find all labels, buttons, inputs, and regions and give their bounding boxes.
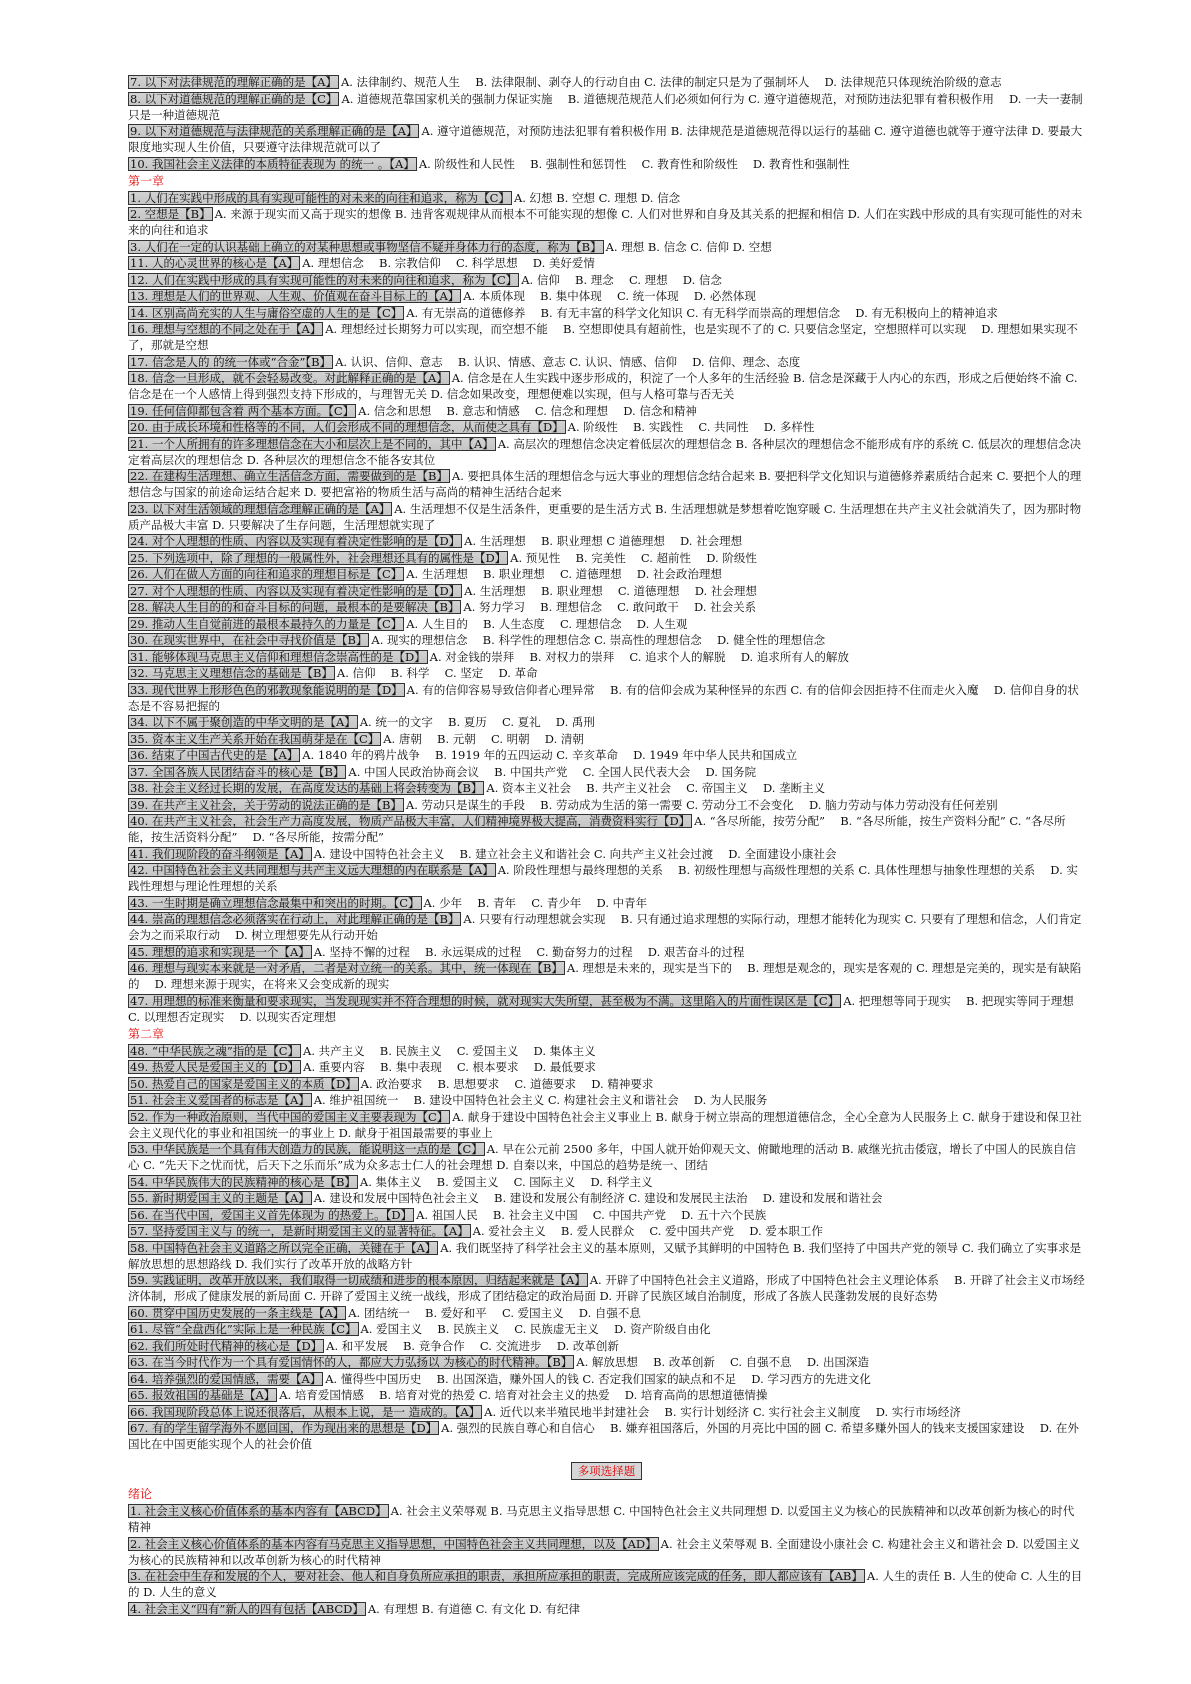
question-item (128, 1354, 1085, 1370)
question-item (128, 370, 1085, 402)
question-options: A. 重要内容 B. 集中表现 C. 根本要求 D. 最低要求 (303, 1060, 596, 1074)
chapter-heading: 绪论 (128, 1487, 153, 1501)
question-stem: 62. 我们所处时代精神的核心是【D】 (130, 1338, 323, 1353)
question-item (128, 255, 1085, 271)
question-options: A. 生活理想不仅是生活条件，更重要的是生活方式 B. 生活理想就是梦想着吃饱穿暖 C. 生活理想在共产主义社会就消失了，因为那时物质产品极大丰富 D. 只要解决了生存问题，生活理想就实现了 (128, 501, 1082, 532)
question-options: A. 信念和思想 B. 意志和情感 C. 信念和理想 D. 信念和精神 (358, 403, 697, 418)
question-options: A. 培育爱国情感 B. 培育对党的热爱 C. 培育对社会主义的热爱 D. 培育高尚的思想道德情操 (279, 1388, 768, 1402)
question-item (128, 239, 1085, 255)
question-stem: 66. 我国现阶段总体上说还很落后，从根本上说，是一 造成的。【A】 (130, 1404, 481, 1419)
question-stem: 49. 热爱人民是爱国主义的【D】 (130, 1060, 300, 1074)
question-options: A. 政治要求 B. 思想要求 C. 道德要求 D. 精神要求 (360, 1076, 654, 1091)
question-item (128, 566, 1085, 582)
document-body (128, 74, 1089, 1617)
question-item (128, 156, 1085, 172)
section-title-wrapper (128, 1460, 1085, 1480)
question-options: A. 解放思想 B. 改革创新 C. 自强不息 D. 出国深造 (576, 1355, 869, 1369)
question-stem: 45. 理想的追求和实现是一个【A】 (130, 944, 310, 959)
question-item (128, 1043, 1085, 1059)
question-stem: 39. 在共产主义社会，关于劳动的说法正确的是【B】 (130, 797, 402, 812)
question-item (128, 1223, 1085, 1239)
question-options: A. 对金钱的崇拜 B. 对权力的崇拜 C. 追求个人的解脱 D. 追求所有人的解放 (429, 649, 849, 664)
question-stem: 36. 结束了中国古代史的是【A】 (130, 748, 299, 762)
question-options: A. 现实的理想信念 B. 科学性的理想信念 C. 崇高性的理想信念 D. 健全性的理想信念 (371, 633, 826, 647)
question-stem: 48. “中华民族之魂”指的是【C】 (130, 1043, 300, 1058)
question-options: A. 法律制约、规范人生 B. 法律限制、剥夺人的行动自由 C. 法律的制定只是为了强制坏人 D. 法律规范只体现统治阶级的意志 (340, 75, 1002, 89)
question-options: A. 人生的责任 B. 人生的使命 C. 人生的目的 D. 人生的意义 (128, 1569, 1083, 1599)
question-item (128, 747, 1085, 763)
question-options: A. 信念是在人生实践中逐步形成的，积淀了一个人多年的生活经验 B. 信念是深藏于人内心的东西，形成之后便始终不渝 C. 信念是在一个人感情上得到强烈支持下形成的，与理智无关 D. 信念如果改变，理想便难以实现，但与人格可靠与否无关 (128, 371, 1078, 401)
question-stem: 37. 全国各族人民团结奋斗的核心是【B】 (130, 764, 345, 779)
question-options: A. 建设中国特色社会主义 B. 建立社会主义和谐社会 C. 向共产主义社会过渡 D. 全面建设小康社会 (313, 846, 837, 861)
question-item (128, 911, 1085, 943)
question-item (128, 1387, 1085, 1403)
question-stem: 50. 热爱自己的国家是爱国主义的本质【D】 (130, 1076, 357, 1091)
question-stem: 2. 社会主义核心价值体系的基本内容有马克思主义指导思想，中国特色社会主义共同理想，以及【AD】 (130, 1536, 657, 1551)
question-stem: 11. 人的心灵世界的核心是【A】 (130, 256, 299, 270)
question-stem: 67. 有的学生留学海外不愿回国，作为现出来的思想是【D】 (130, 1421, 438, 1435)
question-stem: 55. 新时期爱国主义的主题是【A】 (130, 1191, 310, 1205)
question-item (128, 533, 1085, 549)
question-item (128, 1240, 1085, 1272)
question-item (128, 74, 1085, 90)
question-item (128, 1272, 1085, 1304)
question-item (128, 321, 1085, 353)
question-item (128, 1109, 1085, 1141)
question-options: A. 信仰 B. 理念 C. 理想 D. 信念 (521, 272, 722, 287)
question-stem: 24. 对个人理想的性质、内容以及实现有着决定性影响的是【D】 (130, 534, 461, 548)
question-stem: 1. 人们在实践中形成的具有实现可能性的对未来的向往和追求，称为【C】 (130, 190, 510, 205)
question-stem: 44. 崇高的理想信念必须落实在行动上，对此理解正确的是【B】 (130, 912, 460, 926)
question-item (128, 1059, 1085, 1075)
question-item (128, 1190, 1085, 1206)
question-stem: 21. 一个人所拥有的许多理想信念在大小和层次上是不同的，其中【A】 (130, 436, 494, 451)
question-stem: 53. 中华民族是一个具有伟大创造力的民族，能说明这一点的是【C】 (130, 1142, 483, 1156)
question-stem: 19. 任何信仰都包含着 两个基本方面。【C】 (130, 403, 355, 418)
question-options: A. 把理想等同于现实 B. 把现实等同于理想 C. 以理想否定现实 D. 以现实否定理想 (128, 993, 1089, 1024)
question-options: A. 坚持不懈的过程 B. 永远渠成的过程 C. 勤奋努力的过程 D. 艰苦奋斗的过程 (313, 944, 745, 959)
question-stem: 14. 区别高尚充实的人生与庸俗空虚的人生的是【C】 (130, 305, 403, 320)
question-options: A. 认识、信仰、意志 B. 认识、情感、意志 C. 认识、情感、信仰 D. 信仰、理念、态度 (335, 354, 801, 369)
question-item (128, 354, 1085, 370)
question-options: A. 只要有行动理想就会实现 B. 只有通过追求理想的实际行动，理想才能转化为现实 C. 只要有了理想和信念，人们肯定会为之而采取行动 D. 树立理想要先从行动开始 (128, 912, 1082, 942)
question-stem: 20. 由于成长环境和性格等的不同，人们会形成不同的理想信念，从而使之具有【D】 (130, 420, 564, 434)
question-options: A. 社会主义荣辱观 B. 全面建设小康社会 C. 构建社会主义和谐社会 D. 以爱国主义为核心的民族精神和以改革创新为核心的时代精神 (128, 1536, 1080, 1567)
question-stem: 60. 贯穿中国历史发展的一条主线是【A】 (130, 1305, 345, 1320)
question-item (128, 895, 1085, 911)
question-stem: 27. 对个人理想的性质、内容以及实现有着决定性影响的是【D】 (130, 583, 461, 598)
question-stem: 9. 以下对道德规范与法律规范的关系理解正确的是【A】 (130, 124, 418, 138)
question-item (128, 862, 1085, 894)
question-item (128, 599, 1085, 615)
question-options: A. 强烈的民族自尊心和自信心 B. 嫌弃祖国落后，外国的月亮比中国的圆 C. 希望多赚外国人的钱来支援国家建设 D. 在外国比在中国更能实现个人的社会价值 (128, 1421, 1079, 1451)
question-stem: 17. 信念是人的 的统一体或“合金”【B】 (130, 354, 332, 369)
question-options: A. 近代以来半殖民地半封建社会 B. 实行计划经济 C. 实行社会主义制度 D. 实行市场经济 (484, 1404, 961, 1419)
question-item (128, 780, 1085, 796)
question-item (128, 1207, 1085, 1223)
question-stem: 43. 一生时期是确立理想信念最集中和突出的时期。【C】 (130, 895, 420, 910)
question-stem: 42. 中国特色社会主义共同理想与共产主义远大理想的内在联系是【A】 (130, 863, 494, 877)
question-item (128, 944, 1085, 960)
question-item (128, 993, 1089, 1025)
question-item (128, 1536, 1085, 1568)
question-stem: 58. 中国特色社会主义道路之所以完全正确，关键在于【A】 (130, 1240, 437, 1255)
question-stem: 8. 以下对道德规范的理解正确的是【C】 (130, 91, 338, 106)
question-stem: 26. 人们在做人方面的向往和追求的理想目标是【C】 (130, 567, 403, 581)
question-item (128, 91, 1085, 123)
question-options: A. 预见性 B. 完美性 C. 超前性 D. 阶级性 (510, 550, 757, 565)
question-stem: 46. 理想与现实本来就是一对矛盾，二者是对立统一的关系。其中，统一体现在【B】 (130, 961, 563, 975)
question-item (128, 1568, 1085, 1600)
question-options: A. 我们既坚持了科学社会主义的基本原则，又赋予其鲜明的中国特色 B. 我们坚持了中国共产党的领导 C. 我们确立了实事求是解放思想的思想路线 D. 我们实行了改革开放的战略方针 (128, 1240, 1082, 1271)
question-options: A. 来源于现实而又高于现实的想像 B. 违背客观规律从而根本不可能实现的想像 C. 人们对世界和自身及其关系的把握和相信 D. 人们在实践中形成的具有实现可能性的对未来的向往和追求 (128, 207, 1083, 237)
chapter-heading: 第二章 (128, 1026, 165, 1041)
question-stem: 41. 我们现阶段的奋斗纲领是【A】 (130, 846, 310, 861)
question-options: A. 有无崇高的道德修养 B. 有无丰富的科学文化知识 C. 有无科学而崇高的理想信念 D. 有无积极向上的精神追求 (406, 305, 998, 320)
question-stem: 34. 以下不属于聚创造的中华文明的是【A】 (130, 715, 356, 729)
question-options: A. 努力学习 B. 理想信念 C. 敢问敢干 D. 社会关系 (463, 600, 757, 614)
question-item (128, 1404, 1085, 1420)
question-item (128, 123, 1085, 155)
question-item (128, 1076, 1085, 1092)
question-options: A. 高层次的理想信念决定着低层次的理想信念 B. 各种层次的理想信念不能形成有序的系统 C. 低层次的理想信念决定着高层次的理想信念 D. 各种层次的理想信念不能各安其位 (128, 436, 1082, 467)
question-item (128, 682, 1085, 714)
question-options: A. 懂得些中国历史 B. 出国深造，赚外国人的钱 C. 否定我们国家的缺点和不足 D. 学习西方的先进文化 (325, 1371, 871, 1386)
question-stem: 23. 以下对生活领域的理想信念理解正确的是【A】 (130, 501, 391, 516)
question-stem: 56. 在当代中国，爱国主义首先体现为 的热爱上。【D】 (130, 1207, 413, 1222)
question-stem: 16. 理想与空想的不同之处在于【A】 (130, 322, 322, 336)
question-stem: 47. 用理想的标准来衡量和要求现实，当发现现实并不符合理想的时候，就对现实大失所望，甚至极为不满。这里陷入的片面性误区是【C】 (130, 993, 840, 1008)
question-options: A. 爱国主义 B. 民族主义 C. 民族虚无主义 D. 资产阶级自由化 (360, 1322, 711, 1336)
question-stem: 54. 中华民族伟大的民族精神的核心是【B】 (130, 1174, 356, 1189)
question-options: A. 阶段性理想与最终理想的关系 B. 初级性理想与高级性理想的关系 C. 具体性理想与抽象性理想的关系 D. 实践性理想与理论性理想的关系 (128, 863, 1078, 893)
question-options: A. 共产主义 B. 民族主义 C. 爱国主义 D. 集体主义 (303, 1043, 596, 1058)
question-stem: 40. 在共产主义社会，社会生产力高度发展，物质产品极大丰富，人们精神境界极大提高，消费资料实行【D】 (130, 814, 691, 828)
question-stem: 3. 人们在一定的认识基础上确立的对某种思想或事物坚信不疑并身体力行的态度，称为【B】 (130, 239, 602, 254)
question-stem: 28. 解决人生目的的和奋斗目标的问题，最根本的是要解决【B】 (130, 600, 460, 614)
question-options: A. “各尽所能，按劳分配” B. “各尽所能，按生产资料分配” C. “各尽所能，按生活资料分配” D. “各尽所能，按需分配” (128, 814, 1066, 844)
question-item (128, 1141, 1085, 1173)
question-item (128, 1174, 1085, 1190)
question-options: A. 理想 B. 信念 C. 信仰 D. 空想 (605, 239, 772, 254)
question-options: A. 唐朝 B. 元朝 C. 明朝 D. 清朝 (383, 731, 584, 746)
question-options: A. 生活理想 B. 职业理想 C. 道德理想 D. 社会政治理想 (406, 567, 722, 581)
question-item (128, 1092, 1085, 1108)
question-stem: 57. 坚持爱国主义与 的统一，是新时期爱国主义的显著特征。【A】 (130, 1224, 469, 1238)
question-options: A. 开辟了中国特色社会主义道路，形成了中国特色社会主义理论体系 B. 开辟了社会主义市场经济体制，形成了健康发展的新局面 C. 开辟了爱国主义统一战线，形成了团结稳定的政治局面 D. 开辟了民族区域自治制度，形成了各族人民蓬勃发展的良好态势 (128, 1273, 1085, 1303)
question-options: A. 统一的文字 B. 夏历 C. 夏礼 D. 禹刑 (359, 715, 595, 729)
question-options: A. 有理想 B. 有道德 C. 有文化 D. 有纪律 (367, 1601, 581, 1616)
question-item (128, 550, 1085, 566)
question-item (128, 288, 1085, 304)
question-item (128, 1305, 1085, 1321)
question-stem: 33. 现代世界上形形色色的邪教现象能说明的是【D】 (130, 682, 403, 697)
question-item (128, 583, 1085, 599)
question-item (128, 632, 1085, 648)
question-options: A. 有的信仰容易导致信仰者心理异常 B. 有的信仰会成为某种怪异的东西 C. 有的信仰会因拒持不住而走火入魔 D. 信仰自身的状态是不容易把握的 (128, 682, 1079, 713)
question-item (128, 190, 1085, 206)
question-options: A. 和平发展 B. 竞争合作 C. 交流进步 D. 改革创新 (326, 1338, 619, 1353)
question-stem: 32. 马克思主义理想信念的基础是【B】 (130, 666, 333, 680)
question-item (128, 846, 1085, 862)
question-item (128, 501, 1085, 533)
question-stem: 4. 社会主义“四有”新人的四有包括【ABCD】 (130, 1601, 364, 1616)
question-item (128, 272, 1085, 288)
question-item (128, 714, 1085, 730)
question-item (128, 616, 1085, 632)
question-options: A. 阶级性 B. 实践性 C. 共同性 D. 多样性 (567, 420, 815, 434)
question-stem: 7. 以下对法律规范的理解正确的是【A】 (130, 75, 337, 89)
question-item (128, 1601, 1085, 1617)
question-options: A. 生活理想 B. 职业理想 C. 道德理想 D. 社会理想 (464, 583, 757, 598)
question-item (128, 305, 1085, 321)
question-options: A. 人生目的 B. 人生态度 C. 理想信念 D. 人生观 (406, 616, 688, 631)
question-stem: 38. 社会主义经过长期的发展，在高度发达的基础上将会转变为【B】 (130, 781, 483, 795)
question-stem: 61. 尽管“全盘西化”实际上是一种民族【C】 (130, 1322, 357, 1336)
question-item (128, 764, 1085, 780)
question-stem: 1. 社会主义核心价值体系的基本内容有【ABCD】 (130, 1504, 387, 1518)
question-item (128, 1338, 1085, 1354)
question-item (128, 419, 1085, 435)
question-options: A. 本质体现 B. 集中体现 C. 统一体现 D. 必然体现 (463, 289, 756, 303)
question-options: A. 1840 年的鸦片战争 B. 1919 年的五四运动 C. 辛亥革命 D. 1949 年中华人民共和国成立 (302, 748, 798, 762)
question-stem: 2. 空想是【B】 (130, 207, 211, 221)
section-title: 多项选择题 (571, 1462, 643, 1480)
question-options: A. 道德规范靠国家机关的强制力保证实施 B. 道德规范规范人们必须如何行为 C. 遵守道德规范，对预防违法犯罪有着积极作用 D. 一夫一妻制只是一种道德规范 (128, 91, 1083, 122)
question-options: A. 社会主义荣辱观 B. 马克思主义指导思想 C. 中国特色社会主义共同理想 D. 以爱国主义为核心的民族精神和以改革创新为核心的时代精神 (128, 1504, 1075, 1534)
chapter-heading: 第一章 (128, 173, 165, 188)
question-stem: 13. 理想是人们的世界观、人生观、价值观在奋斗目标上的【A】 (130, 289, 460, 303)
question-options: A. 爱社会主义 B. 爱人民群众 C. 爱中国共产党 D. 爱本职工作 (472, 1224, 823, 1238)
question-stem: 31. 能够体现马克思主义信仰和理想信念崇高性的是【D】 (130, 649, 426, 664)
question-stem: 10. 我国社会主义法律的本质特征表现为 的统一 。【A】 (130, 156, 415, 171)
question-options: A. 幻想 B. 空想 C. 理想 D. 信念 (513, 190, 681, 205)
question-options: A. 要把具体生活的理想信念与远大事业的理想信念结合起来 B. 要把科学文化知识与道德修养素质结合起来 C. 要把个人的理想信念与国家的前途命运结合起来 D. 要把富裕的物质生活与高尚的精神生活结合起来 (128, 469, 1082, 499)
question-options: A. 建设和发展中国特色社会主义 B. 建设和发展公有制经济 C. 建设和发展民主法治 D. 建设和发展和谐社会 (313, 1191, 883, 1205)
question-item (128, 649, 1085, 665)
question-item (128, 436, 1085, 468)
question-item (128, 1371, 1085, 1387)
question-stem: 64. 培养强烈的爱国情感，需要【A】 (130, 1371, 322, 1386)
question-item (128, 731, 1085, 747)
question-options: A. 团结统一 B. 爱好和平 C. 爱国主义 D. 自强不息 (348, 1305, 641, 1320)
question-stem: 12. 人们在实践中形成的具有实现可能性的对未来的向往和追求，称为【C】 (130, 272, 518, 287)
question-item (128, 1420, 1085, 1452)
question-options: A. 理想信念 B. 宗教信仰 C. 科学思想 D. 美好爱情 (302, 256, 595, 270)
question-stem: 52. 作为一种政治原则，当代中国的爱国主义主要表现为【C】 (130, 1109, 449, 1124)
question-stem: 3. 在社会中生存和发展的个人，要对社会、他人和自身负所应承担的职责，承担所应承担的职责，完成所应该完成的任务，即人都应该有【AB】 (130, 1569, 863, 1583)
question-options: A. 信仰 B. 科学 C. 坚定 D. 革命 (336, 666, 538, 680)
question-stem: 29. 推动人生自觉前进的最根本最持久的力量是【C】 (130, 616, 403, 631)
question-options: A. 资本主义社会 B. 共产主义社会 C. 帝国主义 D. 垄断主义 (486, 781, 826, 795)
question-options: A. 遵守道德规范，对预防违法犯罪有着积极作用 B. 法律规范是道德规范得以运行的基础 C. 遵守道德也就等于遵守法律 D. 要最大限度地实现人生价值，只要遵守法律规范就可以了 (128, 124, 1083, 154)
question-item (128, 665, 1085, 681)
question-stem: 35. 资本主义生产关系开始在我国萌芽是在【C】 (130, 731, 380, 746)
question-stem: 30. 在现实世界中，在社会中寻找价值是【B】 (130, 633, 368, 647)
question-options: A. 劳动只是谋生的手段 B. 劳动成为生活的第一需要 C. 劳动分工不会变化 D. 脑力劳动与体力劳动没有任何差别 (405, 797, 998, 812)
question-options: A. 早在公元前 2500 多年，中国人就开始仰观天文、俯瞰地理的活动 B. 戚继光抗击倭寇，增长了中国人的民族自信心 C. “先天下之忧而忧，后天下之乐而乐”成为众多志士仁人的社会理想 D. 自秦以来，中国总的趋势是统一、团结 (128, 1142, 1076, 1172)
question-options: A. 理想经过长期努力可以实现，而空想不能 B. 空想即使具有超前性，也是实现不了的 C. 只要信念坚定，空想照样可以实现 D. 理想如果实现不了，那就是空想 (128, 322, 1078, 352)
question-stem: 25. 下列选项中，除了理想的一般属性外，社会理想还具有的属性是【D】 (130, 550, 507, 565)
question-options: A. 维护祖国统一 B. 建设中国特色社会主义 C. 构建社会主义和谐社会 D. 为人民服务 (313, 1093, 768, 1107)
question-options: A. 阶级性和人民性 B. 强制性和惩罚性 C. 教育性和阶级性 D. 教育性和强制性 (418, 156, 850, 171)
question-item (128, 797, 1085, 813)
question-item (128, 206, 1085, 238)
question-options: A. 理想是未来的，现实是当下的 B. 理想是观念的，现实是客观的 C. 理想是完美的，现实是有缺陷的 D. 理想来源于现实，在将来又会变成新的现实 (128, 961, 1082, 991)
question-options: A. 集体主义 B. 爱国主义 C. 国际主义 D. 科学主义 (359, 1174, 653, 1189)
question-stem: 63. 在当今时代作为一个具有爱国情怀的人，都应大力弘扬以 为核心的时代精神。【B】 (130, 1355, 573, 1369)
question-item (128, 403, 1085, 419)
question-stem: 59. 实践证明，改革开放以来，我们取得一切成绩和进步的根本原因，归结起来就是【A】 (130, 1273, 586, 1287)
question-item (128, 1503, 1085, 1535)
question-stem: 18. 信念一旦形成，就不会轻易改变。对此解释正确的是【A】 (130, 371, 448, 385)
question-options: A. 生活理想 B. 职业理想 C 道德理想 D. 社会理想 (464, 534, 743, 548)
question-item (128, 960, 1085, 992)
question-item (128, 813, 1085, 845)
question-item (128, 1321, 1085, 1337)
question-options: A. 中国人民政治协商会议 B. 中国共产党 C. 全国人民代表大会 D. 国务院 (348, 764, 757, 779)
question-options: A. 献身于建设中国特色社会主义事业上 B. 献身于树立崇高的理想道德信念，全心全意为人民服务上 C. 献身于建设和保卫社会主义现代化的事业和祖国统一的事业上 D. 献身于祖国最需要的事业上 (128, 1109, 1082, 1140)
question-options: A. 少年 B. 青年 C. 青少年 D. 中青年 (423, 895, 648, 910)
question-options: A. 祖国人民 B. 社会主义中国 C. 中国共产党 D. 五十六个民族 (416, 1207, 767, 1222)
question-stem: 65. 报效祖国的基础是【A】 (130, 1388, 276, 1402)
question-stem: 22. 在建构生活理想、确立生活信念方面，需要做到的是【B】 (130, 469, 448, 483)
question-stem: 51. 社会主义爱国者的标志是【A】 (130, 1093, 310, 1107)
question-item (128, 468, 1085, 500)
